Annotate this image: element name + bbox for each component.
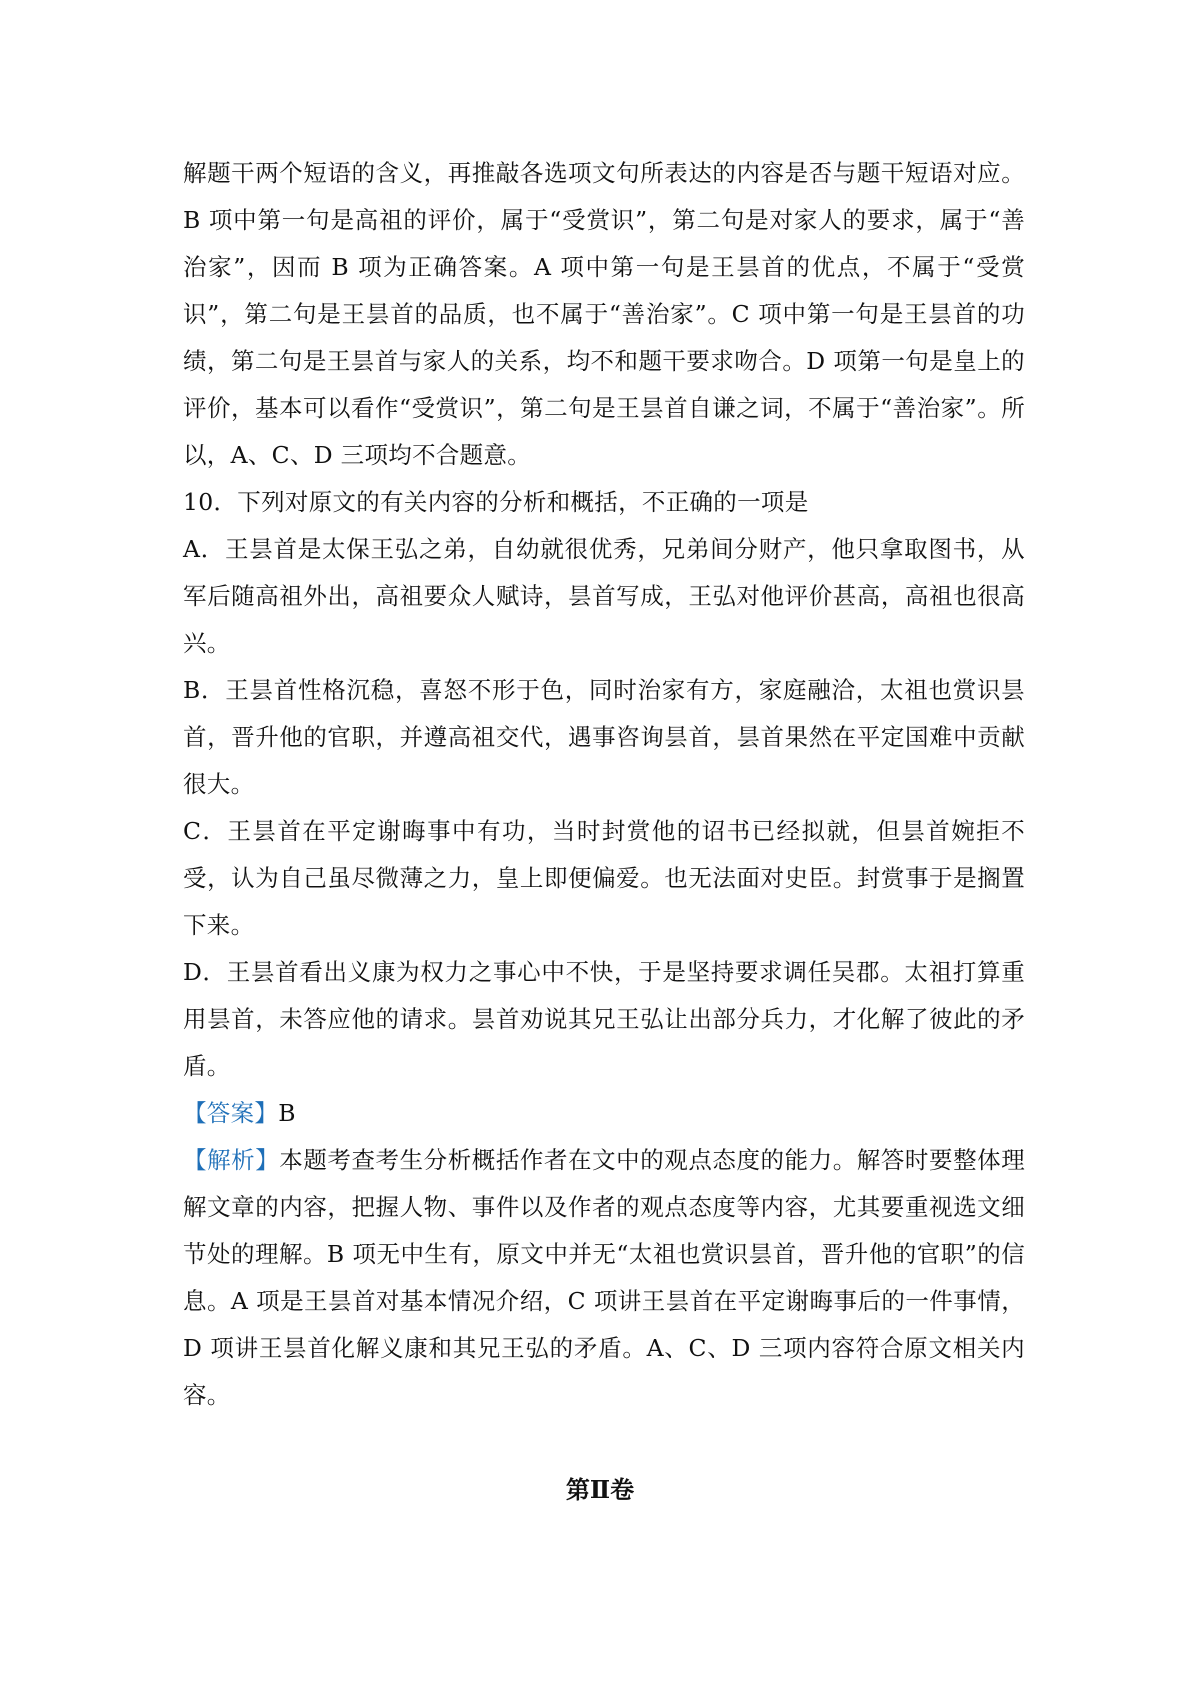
previous-analysis-paragraph: 解题干两个短语的含义，再推敲各选项文句所表达的内容是否与题干短语对应。B 项中第一句是高祖的评价，属于“受赏识”，第二句是对家人的要求，属于“善治家”，因而 B 项为正确答案。A 项中第一句是王昙首的优点，不属于“受赏识”，第二句是王昙首的品质，也不属于“善治家”。C 项中第一句是王昙首的功绩，第二句是王昙首与家人的关系，均不和题干要求吻合。D 项第一句是皇上的评价，基本可以看作“受赏识”，第二句是王昙首自谦之词，不属于“善治家”。所以，A、C、D 三项均不合题意。 [183,159,1025,469]
option-d: D．王昙首看出义康为权力之事心中不快，于是坚持要求调任吴郡。太祖打算重用昙首，未答应他的请求。昙首劝说其兄王弘让出部分兵力，才化解了彼此的矛盾。 [183,958,1025,1080]
analysis-text: 本题考查考生分析概括作者在文中的观点态度的能力。解答时要整体理解文章的内容，把握人物、事件以及作者的观点态度等内容，尤其要重视选文细节处的理解。B 项无中生有，原文中并无“太祖也赏识昙首，晋升他的官职”的信息。A 项是王昙首对基本情况介绍，C 项讲王昙首在平定谢晦事后的一件事情，D 项讲王昙首化解义康和其兄王弘的矛盾。A、C、D 三项内容符合原文相关内容。 [183,1146,1025,1409]
option-b: B．王昙首性格沉稳，喜怒不形于色，同时治家有方，家庭融洽，太祖也赏识昙首，晋升他的官职，并遵高祖交代，遇事咨询昙首，昙首果然在平定国难中贡献很大。 [183,676,1025,798]
document-body [183,150,1025,1419]
question-stem: 10．下列对原文的有关内容的分析和概括，不正确的一项是 [183,488,809,516]
analysis-tag: 【解析】 [183,1146,280,1174]
option-a: A．王昙首是太保王弘之弟，自幼就很优秀，兄弟间分财产，他只拿取图书，从军后随高祖外出，高祖要众人赋诗，昙首写成，王弘对他评价甚高，高祖也很高兴。 [183,535,1025,657]
analysis-paragraph [183,1137,1025,1419]
option-c: C．王昙首在平定谢晦事中有功，当时封赏他的诏书已经拟就，但昙首婉拒不受，认为自己虽尽微薄之力，皇上即便偏爱。也无法面对史臣。封赏事于是搁置下来。 [183,817,1025,939]
answer-line [183,1090,1025,1137]
answer-value: B [278,1099,296,1127]
answer-tag: 【答案】 [183,1099,279,1127]
section-title: 第Ⅱ卷 [565,1475,635,1504]
